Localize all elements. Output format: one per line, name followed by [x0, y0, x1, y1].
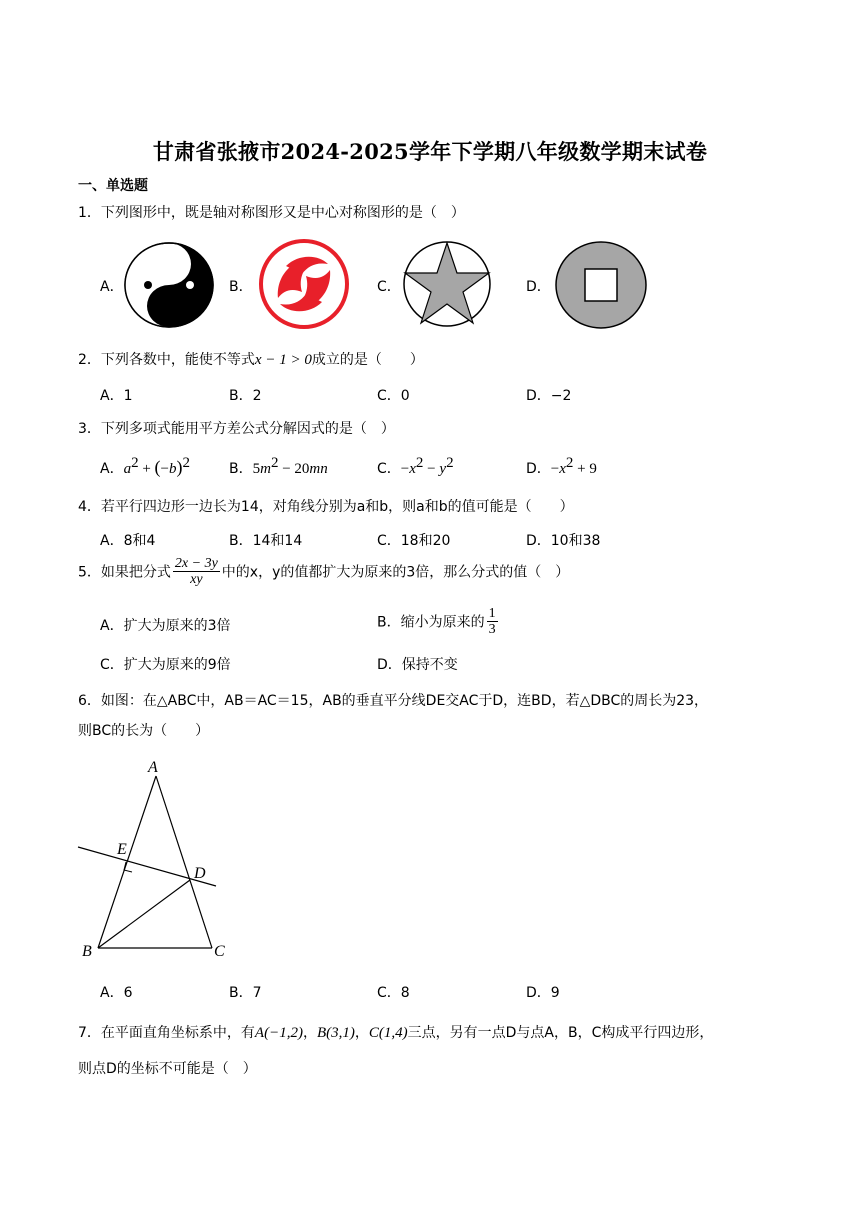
q2-option-a: A．1 [100, 388, 133, 404]
q5-option-d: D．保持不变 [377, 657, 458, 673]
q5-option-b-fraction: $\frac{1}{3}$ [488, 606, 496, 637]
q3-option-a: A．$a^2 + (-b)^2$ [100, 455, 191, 477]
q7-point-c: C(1,4) [368, 1025, 408, 1041]
q4-option-a: A．8和4 [100, 533, 156, 549]
question-2-stem [78, 349, 424, 369]
q5-option-b [377, 606, 500, 637]
triangle-figure [74, 752, 234, 968]
q7-point-b: B(3,1) [316, 1025, 355, 1041]
q3-option-c-label: C． [377, 461, 401, 477]
question-6-stem-line2: 则BC的长为（ ） [78, 723, 210, 739]
q3-option-a-label: A． [100, 461, 124, 477]
star-in-circle-icon [402, 240, 492, 332]
q1-option-d-label: D． [526, 279, 551, 295]
q5-fraction [173, 556, 220, 587]
q5-stem-text-b: 中的x，y的值都扩大为原来的3倍，那么分式的值（ ） [221, 564, 570, 581]
q6-option-c: C．8 [377, 985, 410, 1001]
vertex-label-e: E [117, 841, 127, 858]
q4-option-b: B．14和14 [229, 533, 303, 549]
question-4-stem: 4．若平行四边形一边长为14，对角线分别为a和b，则a和b的值可能是（ ） [78, 499, 574, 515]
q2-inequality: x − 1 > 0 [254, 352, 312, 368]
q4-option-d: D．10和38 [526, 533, 601, 549]
yin-yang-icon [124, 242, 214, 332]
q2-option-c: C．0 [377, 388, 410, 404]
question-3-stem: 3．下列多项式能用平方差公式分解因式的是（ ） [78, 421, 395, 437]
q3-option-d-label: D． [526, 461, 551, 477]
question-7-stem-line1: 7．在平面直角坐标系中，有A(−1,2)，B(3,1)，C(1,4)三点，另有一点D与点A，B，C构成平行四边形， [78, 1025, 714, 1041]
q3-option-b-label: B． [229, 461, 253, 477]
q3-option-b: B．$5m^2 - 20mn$ [229, 455, 328, 477]
q2-option-b: B．2 [229, 388, 262, 404]
q7-stem-text-a: 7．在平面直角坐标系中，有 [78, 1025, 255, 1041]
q1-option-a-label: A． [100, 279, 124, 295]
question-7-stem-line2: 则点D的坐标不可能是（ ） [78, 1061, 257, 1077]
q2-stem-text-b: 成立的是（ ） [311, 352, 424, 368]
q6-option-a: A．6 [100, 985, 133, 1001]
question-1-stem: 1．下列图形中，既是轴对称图形又是中心对称图形的是（ ） [78, 205, 465, 221]
q1-option-b-label: B． [229, 279, 253, 295]
q5-option-a: A．扩大为原来的3倍 [100, 618, 231, 634]
q2-option-d: D．−2 [526, 388, 572, 404]
q5-option-b-text: B．缩小为原来的 [377, 614, 485, 631]
q2-stem-text-a: 2．下列各数中，能使不等式 [78, 352, 255, 368]
coin-square-hole-icon [554, 240, 648, 334]
question-6-stem-line1: 6．如图：在△ABC中，AB＝AC＝15，AB的垂直平分线DE交AC于D，连BD，若△DBC的周长为23， [78, 693, 709, 709]
section-heading: 一、单选题 [78, 178, 148, 194]
q5-option-c: C．扩大为原来的9倍 [100, 657, 231, 673]
q7-point-a: A(−1,2) [254, 1025, 303, 1041]
question-5-stem [78, 556, 569, 587]
q5-fraction-numerator: 2x − 3y [174, 556, 218, 571]
q1-option-c-label: C． [377, 279, 401, 295]
vertex-label-c: C [214, 943, 225, 960]
q5-stem-text-a: 5．如果把分式 [78, 564, 171, 581]
q3-option-d: D．$-x^2 + 9$ [526, 455, 597, 477]
q6-option-d: D．9 [526, 985, 560, 1001]
vertex-label-a: A [148, 759, 158, 776]
page-title: 甘肃省张掖市2024-2025学年下学期八年级数学期末试卷 [152, 139, 708, 164]
q7-stem-text-b: 三点，另有一点D与点A，B，C构成平行四边形， [407, 1025, 714, 1041]
vertex-label-b: B [82, 943, 92, 960]
red-logo-icon [258, 238, 350, 334]
q4-option-c: C．18和20 [377, 533, 451, 549]
q3-option-c: C．$-x^2 - y^2$ [377, 455, 454, 477]
q5-fraction-denominator: xy [190, 572, 203, 587]
q6-option-b: B．7 [229, 985, 262, 1001]
vertex-label-d: D [194, 865, 206, 882]
